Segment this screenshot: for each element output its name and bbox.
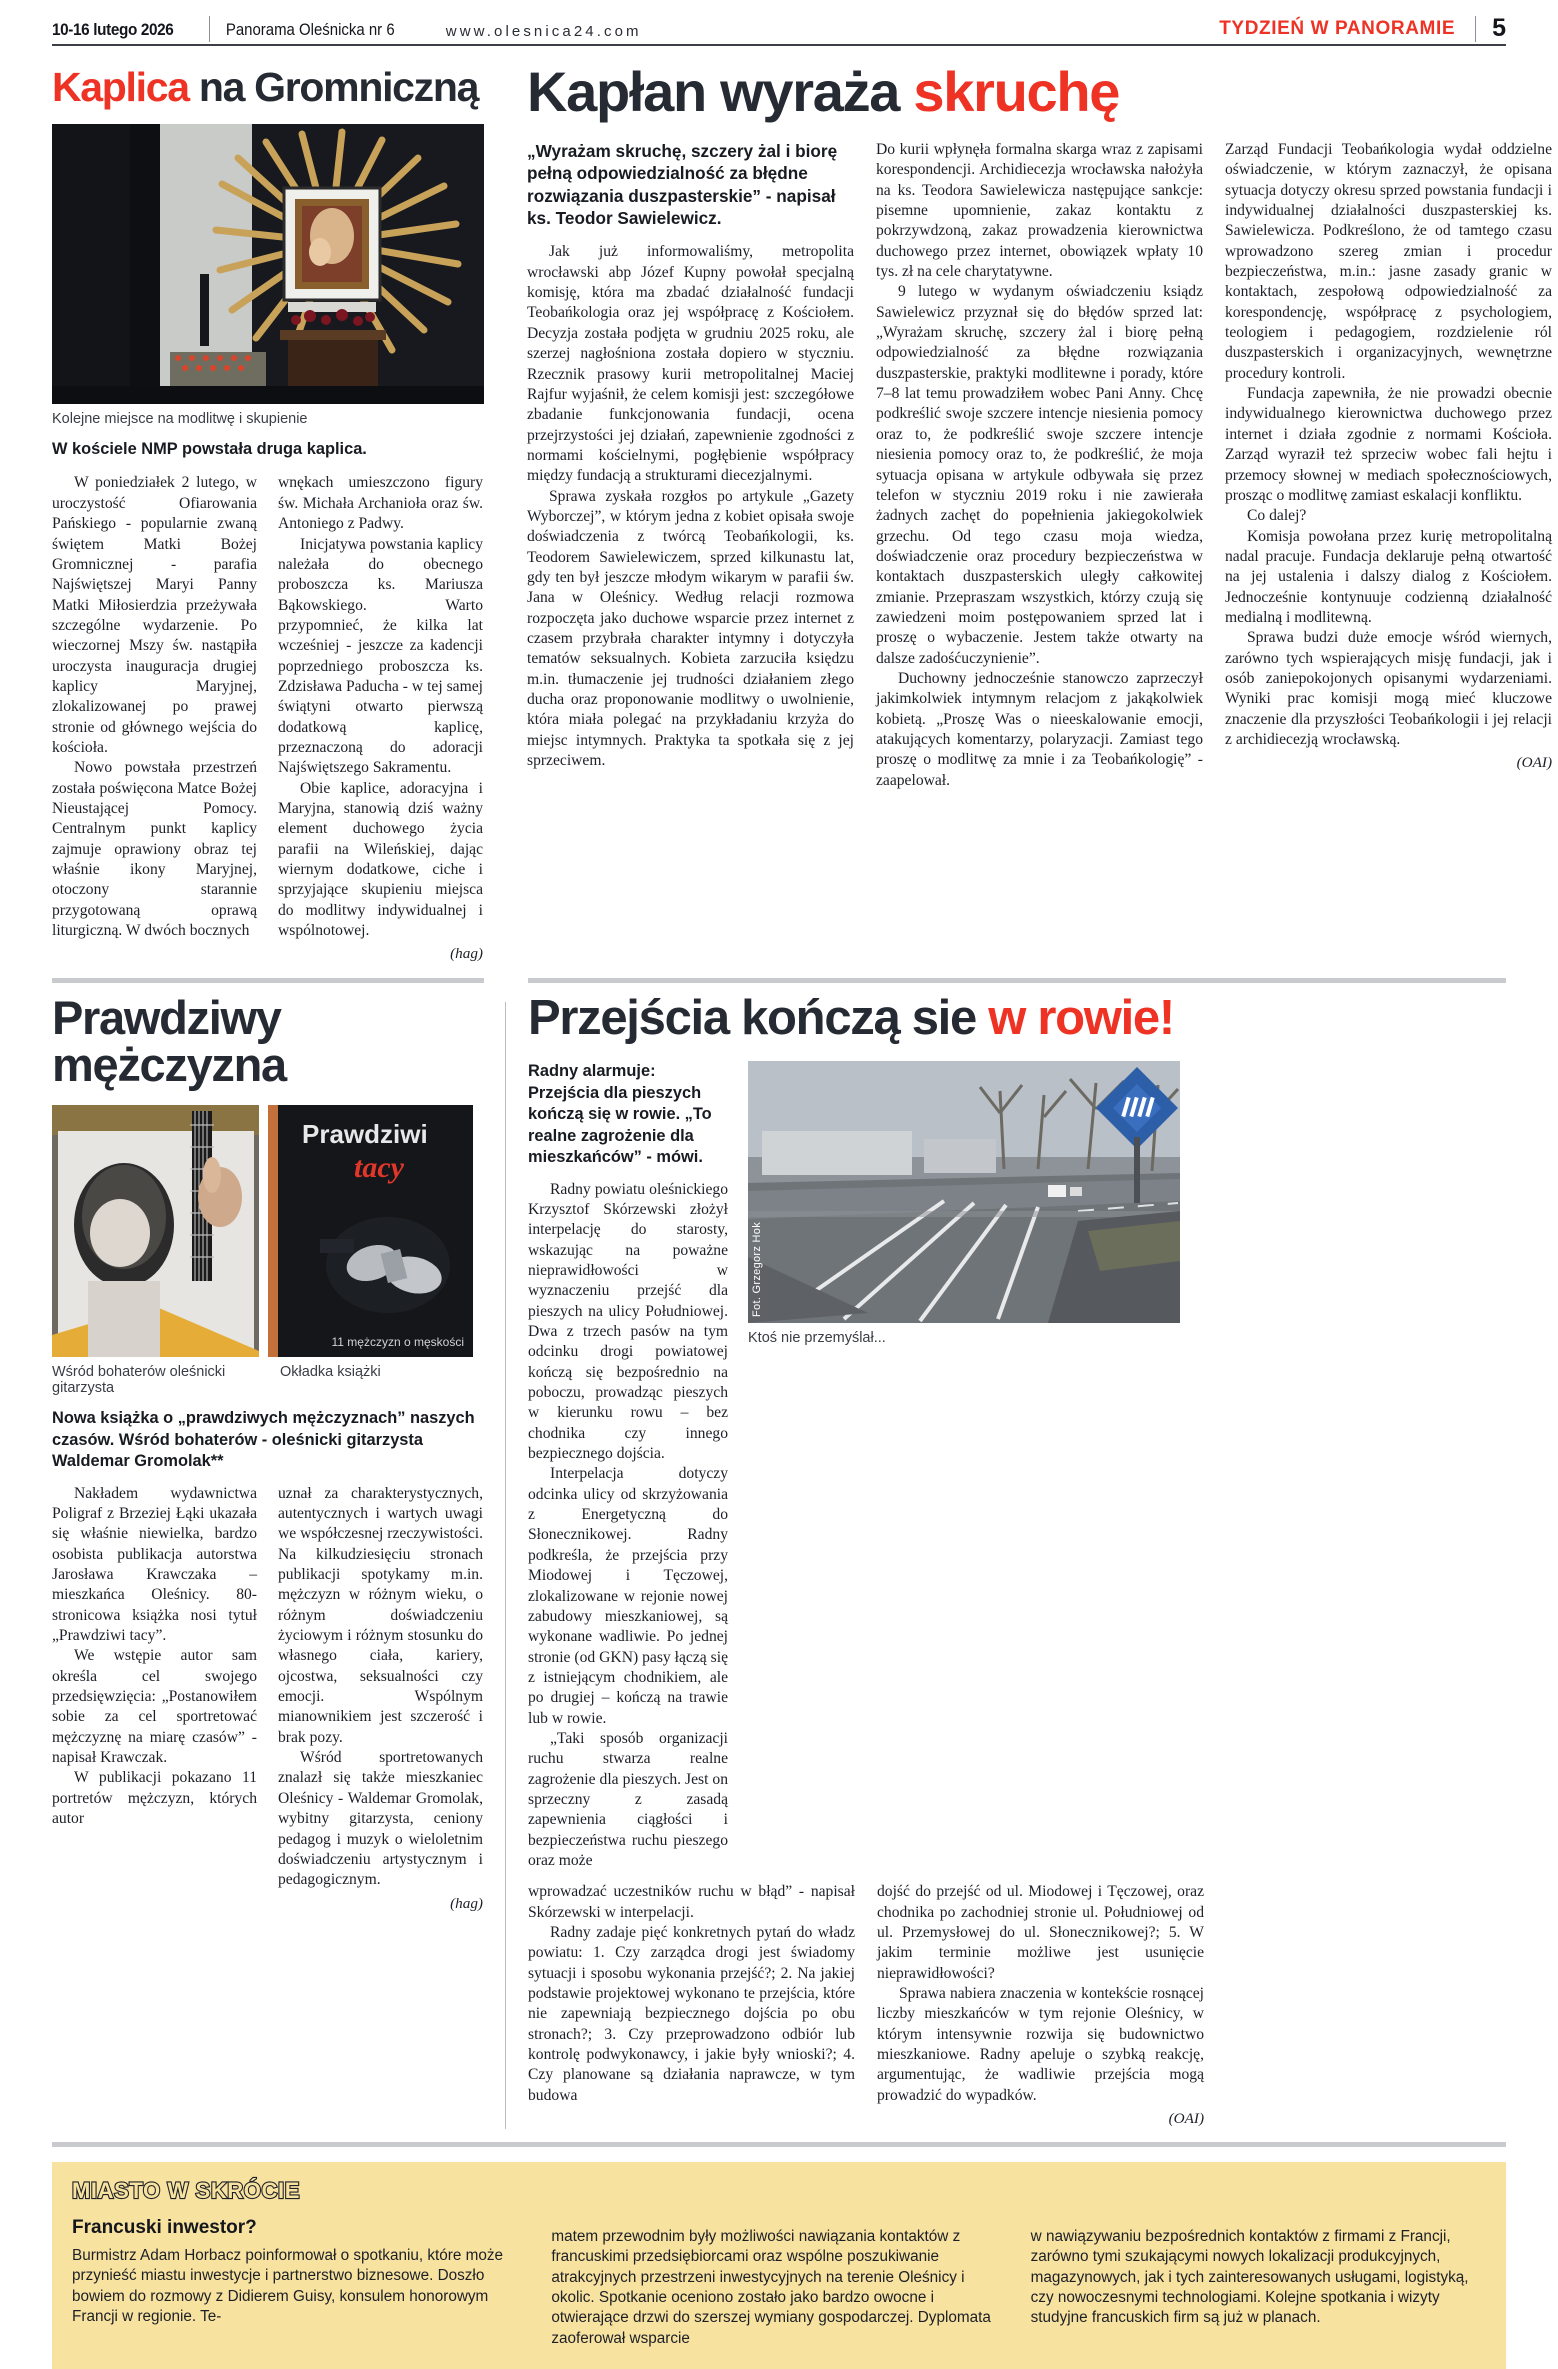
kaplan-headline bbox=[527, 60, 1552, 123]
top-section bbox=[52, 46, 1552, 964]
kaplica-headline bbox=[52, 64, 484, 110]
section-rule-2 bbox=[528, 978, 1506, 983]
masthead-date: 10-16 lutego 2026 bbox=[52, 20, 174, 39]
kaplan-lead: „Wyrażam skruchę, szczery żal i biorę pełną odpowiedzialność za błędne rozwiązania duszpasterskie” - napisał ks. Teodor Sawielewicz. bbox=[527, 141, 838, 229]
brief-column-3 bbox=[1031, 2178, 1486, 2349]
svg-text:tacy: tacy bbox=[354, 1151, 404, 1185]
prawdziwy-headline: Prawdziwy mężczyzna bbox=[52, 991, 286, 1092]
masthead bbox=[52, 0, 1506, 46]
book-cover-photo bbox=[268, 1105, 473, 1357]
kaplica-standfirst: W kościele NMP powstała druga kaplica. bbox=[52, 440, 367, 458]
kaplica-photo-caption: Kolejne miejsce na modlitwę i skupienie bbox=[52, 411, 308, 427]
kaplica-column-2 bbox=[278, 473, 483, 964]
paragraph: wnękach umieszczono figury św. Michała Archanioła oraz św. Antoniego z Padwy. bbox=[278, 474, 483, 533]
brief-column-2 bbox=[551, 2178, 1006, 2349]
paragraph: Zarząd Fundacji Teobańkologia wydał oddzielne oświadczenie, w którym zaznaczył, że opisana sytuacja dotyczy okresu sprzed powstania fundacji i indywidualnej działalności duszpasterskiej ks. Sawielewicza. Podkreślono, że od tamtego czasu wprowadzono szereg zmian i procedur bezpieczeństwa, m.in.: jasne zasady granic w kontaktach, zespołową odpowiedzialność za korespondencję, współpracę z psychologiem, teologiem i pedagogiem, rozdzielenie ról duszpasterskich i organizacyjnych, wewnętrzne procedury kontroli. bbox=[1225, 141, 1552, 382]
article-prawdziwy bbox=[52, 978, 484, 2129]
brief-title: Francuski inwestor? bbox=[72, 2216, 257, 2238]
prawdziwy-column-2 bbox=[278, 1484, 483, 1914]
paragraph: Fundacja zapewniła, że nie prowadzi obecnie indywidualnego kierownictwa duchowego przez internet i działa zgodnie z normami Kościoła. Zarząd wyraził też sprzeciw wobec fali hejtu i przemocy słownej w mediach społecznościowych, prosząc o modlitwę zamiast eskalacji konfliktu. bbox=[1225, 385, 1552, 504]
road-photo-caption: Ktoś nie przemyślał... bbox=[748, 1330, 886, 1347]
kaplan-column-1 bbox=[527, 140, 854, 791]
przejscia-intro-column bbox=[528, 1061, 728, 1871]
przejscia-headline-dark: Przejścia kończą sie bbox=[528, 991, 989, 1046]
przejscia-headline bbox=[528, 991, 1506, 1046]
road-photo-credit: Fot. Grzegorz Hok bbox=[751, 1222, 763, 1318]
prawdziwy-signature: (hag) bbox=[450, 1894, 483, 1912]
road-photo bbox=[748, 1061, 1180, 1323]
prawdziwy-standfirst: Nowa książka o „prawdziwych mężczyznach” naszych czasów. Wśród bohaterów - oleśnicki gitarzysta Waldemar Gromolak** bbox=[52, 1409, 475, 1471]
book-cover-caption: Okładka książki bbox=[280, 1364, 381, 1381]
paragraph: Interpelacja dotyczy odcinka ulicy od skrzyżowania z Energetyczną do Słonecznikowej. Radny podkreśla, że przejścia przy Miodowej i Tęczowej, zlokalizowane w rejonie nowej zabudowy mieszkaniowej, są wykonane wadliwie. Po jednej stronie (od GKN) pasy łączą się z istniejącym chodnikiem, ale po drugiej – kończą na trawie lub w rowie. bbox=[528, 1465, 728, 1727]
article-kaplica bbox=[52, 46, 484, 964]
paragraph: Komisja powołana przez kurię metropolitalną nadal pracuje. Fundacja deklaruje pełną otwartość na jej ustalenia i dalszy dialog z Kościołem. Jednocześnie kontynuuje codzienną działalność medialną i modlitewną. bbox=[1225, 527, 1552, 626]
prawdziwy-column-1 bbox=[52, 1484, 257, 1914]
svg-text:Prawdziwi: Prawdziwi bbox=[302, 1119, 428, 1150]
page-number: 5 bbox=[1492, 14, 1506, 42]
kaplica-headline-red: Kaplica bbox=[52, 64, 189, 110]
paragraph: Sprawa nabiera znaczenia w kontekście rosnącej liczby mieszkańców w tym rejonie Oleśnicy, w którym intensywnie rozwija się budownictwo mieszkaniowe. Radny apeluje o szybką reakcję, argumentując, że wadliwie przejścia mogą prowadzić do wypadków. bbox=[877, 1985, 1204, 2104]
middle-section bbox=[52, 978, 1506, 2129]
masthead-website-url[interactable]: www.olesnica24.com bbox=[445, 23, 642, 40]
kaplica-headline-rest: na Gromniczną bbox=[188, 64, 479, 110]
masthead-divider-2 bbox=[1475, 16, 1476, 42]
paragraph: „Taki sposób organizacji ruchu stwarza realne zagrożenie dla pieszych. Jest on sprzeczny z zasadą zapewnienia ciągłości i bezpieczeństwa ruchu pieszego oraz może bbox=[528, 1729, 728, 1869]
prawdziwy-photos bbox=[52, 1105, 484, 1357]
paragraph: Sprawa budzi duże emocje wśród wiernych, zarówno tych wspierających misję fundacji, jak i osób zaniepokojonych opisanymi wydarzeniami. Wyniki prac komisji mogą mieć kluczowe znaczenie dla przyszłości Teobańkologii i jej relacji z archidiecezją wrocławską. bbox=[1225, 629, 1552, 748]
przejscia-standfirst: Radny alarmuje: Przejścia dla pieszych kończą się w rowie. „To realne zagrożenie dla mieszkańców” - mówi. bbox=[528, 1062, 712, 1167]
paragraph: W poniedziałek 2 lutego, w uroczystość Ofiarowania Pańskiego - popularnie zwaną świętem Matki Bożej Gromnicznej - parafia Najświętszej Maryi Panny Matki Miłosierdzia przeżywała szczególne wydarzenie. Po wieczornej Mszy św. nastąpiła uroczysta inauguracja drugiej kaplicy Maryjnej, zlokalizowanej po prawej stronie od głównego wejścia do kościoła. bbox=[52, 474, 257, 756]
przejscia-headline-red: w rowie! bbox=[988, 991, 1174, 1046]
kaplica-photo-graphic bbox=[52, 124, 484, 404]
guitarist-photo-graphic bbox=[52, 1105, 259, 1357]
paragraph: Duchowny jednocześnie stanowczo zaprzeczył jakimkolwiek intymnym relacjom z jakąkolwiek kobietą. „Proszę Was o nieeskalowanie emocji, atakujących komentarzy, polaryzacji. Zamiast tego proszę o modlitwę za mnie i za Teobańkologię” - zaapelował. bbox=[876, 669, 1203, 789]
kaplan-headline-dark: Kapłan wyraża bbox=[527, 60, 914, 123]
brief-column-1 bbox=[72, 2178, 527, 2349]
prawdziwy-body bbox=[52, 1484, 484, 1914]
paragraph: Jak już informowaliśmy, metropolita wrocławski abp Józef Kupny powołał specjalną komisję, która ma zbadać działalność fundacji Teobańkologia oraz jej współpracę z Kościołem. Decyzja została podjęta w grudniu 2025 roku, ale szerzej nagłośniona została dopiero w styczniu. Rzecznik prasowy kurii metropolitalnej Maciej Rajfur wyjaśnił, że celem komisji jest: szczegółowe zbadanie funkcjonowania fundacji, ocena przejrzystości jej działań, zapewnienie zgodności z normami kościelnymi, pogłębienie współpracy między fundacją a strukturami diecezjalnymi. bbox=[527, 243, 854, 485]
paragraph: Co dalej? bbox=[1247, 507, 1307, 525]
paragraph: Inicjatywa powstania kaplicy należała do obecnego proboszcza ks. Mariusza Bąkowskiego. Warto przypomnieć, że kilka lat wcześniej - jeszcze za kadencji poprzedniego proboszcza ks. Zdzisława Paducha - w tej samej świątyni otwarto pierwszą dodatkową kaplicę, przeznaczoną do adoracji Najświętszego Sakramentu. bbox=[278, 535, 483, 777]
guitarist-photo bbox=[52, 1105, 259, 1357]
paragraph: uznał za charakterystycznych, autentycznych i wartych uwagi we współczesnej rzeczywistości. Na kilkudziesięciu stronach publikacji spotykamy m.in. mężczyzn w różnym wieku, o różnym doświadczeniu życiowym i różnym stosunku do własnego ciała, kariery, ojcostwa, seksualności czy emocji. Wspólnym mianownikiem jest szczerość i brak pozy. bbox=[278, 1484, 483, 1746]
brief-top-rule bbox=[52, 2142, 1506, 2147]
brief-paragraph-1: Burmistrz Adam Horbacz poinformował o spotkaniu, które może przynieść miastu inwestycje i partnerstwo biznesowe. Doszło bowiem do rozmowy z Didierem Guisy, konsulem honorowym Francji w regionie. Te- bbox=[72, 2246, 504, 2325]
brief-paragraph-3: w nawiązywaniu bezpośrednich kontaktów z firmami z Francji, zarówno tymi szukającymi nowych lokalizacji produkcyjnych, magazynowych, jak i tych zainteresowanych usługami, logistyką, czy nowoczesnymi technologiami. Kolejne spotkania i wizyty studyjne francuskich firm są już w planach. bbox=[1030, 2227, 1469, 2327]
kaplica-photo bbox=[52, 124, 484, 404]
paragraph: Obie kaplice, adoracyjna i Maryjna, stanowią dziś ważny element duchowego życia parafii na Wileńskiej, dając wiernym dodatkowe, ciche i sprzyjające skupieniu miejsca do modlitwy indywidualnej i wspólnotowej. bbox=[278, 779, 483, 940]
brief-section-tag: MIASTO W SKRÓCIE bbox=[72, 2177, 300, 2203]
kaplan-column-3 bbox=[1225, 140, 1552, 791]
przejscia-signature: (OAI) bbox=[1168, 2110, 1204, 2128]
paragraph: 9 lutego w wydanym oświadczeniu ksiądz Sawielewicz przyznał się do błędów sprzed lat: „Wyrażam skruchę, szczery żal i biorę pełną odpowiedzialność za błędne rozwiązania duszpasterskie, praktyki modlitewne i porady, które 7–8 lat temu prowadziłem wobec Pani Anny. Chcę podkreślić swoje szczere intencje niesienia pomocy oraz to, że podkreślić swoje szczere intencje niesienia pomocy oraz to, że podkreślić, że moja sytuacja opisana w artykule odbywała się przez telefon w styczniu 2019 roku i nie zawierała żadnych zachęt do popełnienia jakiegokolwiek grzechu. Od tego czasu moja wiedza, doświadczenie oraz procedury bezpieczeństwa w kontaktach duszpasterskich uległy całkowitej zmianie. Przepraszam wszystkich, którzy czują się zawiedzeni moim postępowaniem sprzed lat i proszę o wybaczenie. Jestem także otwarty na dalsze zadośćuczynienie”. bbox=[876, 283, 1203, 667]
kaplica-signature: (hag) bbox=[450, 945, 483, 963]
paragraph: Radny zadaje pięć konkretnych pytań do władz powiatu: 1. Czy zarządca drogi jest świadomy sytuacji i sposobu wykonania przejść?; 2. Na jakiej podstawie projektowej wykonano te przejścia, które nie zapewniają bezpiecznego dojścia po obu stronach?; 3. Czy przeprowadzono odbiór lub kontrolę podwykonawcy, i jakie były wnioski?; 4. Czy planowane są działania naprawcze, w tym budowa bbox=[528, 1924, 855, 2104]
brief-box bbox=[52, 2162, 1506, 2369]
paragraph: Wśród sportretowanych znalazł się także mieszkaniec Oleśnicy - Waldemar Gromolak, wybitny gitarzysta, ceniony pedagog i muzyk o wieloletnim doświadczeniu artystycznym i pedagogicznym. bbox=[278, 1749, 483, 1889]
kaplica-column-1 bbox=[52, 473, 257, 964]
guitarist-photo-caption: Wśród bohaterów oleśnicki gitarzysta bbox=[52, 1364, 226, 1397]
przejscia-column-3 bbox=[877, 1882, 1204, 2129]
road-photo-graphic bbox=[748, 1061, 1180, 1323]
article-przejscia bbox=[528, 978, 1506, 2129]
paragraph: Do kurii wpłynęła formalna skarga wraz z zapisami korespondencji. Archidiecezja wrocławska nałożyła na ks. Teodora Sawielewicza następujące sankcje: pisemne upomnienie, zakaz kontaktu z pokrzywdzoną, zakaz prowadzenia kierownictwa duchowego przez internet, obowiązek wpłaty 10 tys. zł na cele charytatywne. bbox=[876, 141, 1203, 281]
book-cover-note: 11 mężczyzn o męskości bbox=[331, 1335, 464, 1350]
section-rule bbox=[52, 978, 484, 983]
przejscia-lower-body bbox=[528, 1882, 1506, 2129]
paragraph: We wstępie autor sam określa cel swojego przedsięwzięcia: „Postanowiłem sobie za cel sportretować mężczyznę na miarę czasów” - napisał Krawczak. bbox=[52, 1647, 257, 1767]
kaplan-body bbox=[527, 140, 1552, 791]
masthead-section-label: TYDZIEŃ W PANORAMIE bbox=[1219, 18, 1456, 39]
paragraph: dojść do przejść od ul. Miodowej i Tęczowej, oraz chodnika po zachodniej stronie ul. Południowej od ul. Przemysłowej do ul. Słonecznikowej?; 5. W jakim terminie możliwe jest usunięcie nieprawidłowości? bbox=[877, 1883, 1204, 1982]
kaplica-body bbox=[52, 473, 484, 964]
przejscia-top-row bbox=[528, 1061, 1506, 1871]
przejscia-column-2 bbox=[528, 1882, 855, 2129]
kaplan-headline-red: skruchę bbox=[913, 60, 1120, 123]
paragraph: Radny powiatu oleśnickiego Krzysztof Skórzewski złożył interpelację do starosty, wskazując na poważne nieprawidłowości w wyznaczeniu przejść dla pieszych na ulicy Południowej. Dwa z trzech pasów na tym odcinku drogi powiatowej kończą się bezpośrednio na poboczu, prowadząc pieszych w kierunku rowu – bez chodnika czy innego bezpiecznego dojścia. bbox=[528, 1180, 728, 1463]
paragraph: Nakładem wydawnictwa Poligraf z Brzeziej Łąki ukazała się właśnie niewielka, bardzo osobista publikacja autorstwa Jarosława Krawczaka – mieszkańca Oleśnicy. 80-stronicowa książka nosi tytuł „Prawdziwi tacy”. bbox=[52, 1484, 257, 1645]
paragraph: W publikacji pokazano 11 portretów mężczyzn, których autor bbox=[52, 1769, 257, 1828]
book-cover-graphic bbox=[268, 1105, 473, 1357]
kaplan-signature: (OAI) bbox=[1516, 754, 1552, 772]
masthead-paper-name: Panorama Oleśnicka nr 6 bbox=[225, 20, 395, 39]
brief-paragraph-2: matem przewodnim były możliwości nawiązania kontaktów z francuskimi przedsiębiorcami oraz wspólne poszukiwanie atrakcyjnych przestrzeni inwestycyjnych na terenie Oleśnicy i okolic. Spotkanie oceniono zostało jako bardzo owocne i otwierające drzwi do szerszej wymiany gospodarczej. Dyplomata zaoferował wsparcie bbox=[551, 2227, 991, 2347]
paragraph: Sprawa zyskała rozgłos po artykule „Gazety Wyborczej”, w którym jedna z kobiet opisała swoje doświadczenia z twórcą Teobańkologii, ks. Teodorem Sawielewiczem, sprzed kilkunastu lat, gdy ten był jeszcze młodym wikarym w parafii św. Jana w Oleśnicy. Według relacji rozmowa rozpoczęta jako duchowe wsparcie przez internet z czasem przybrała charakter intymny i dotyczyła tematów seksualnych. Kobieta zarzuciła księdzu m.in. tłumaczenie jej trudności działaniem złego ducha oraz proponowanie modlitwy o uwolnienie, która miała polegać na przykładaniu krzyża do miejsc intymnych. Praktyka ta spotkała się z jej sprzeciwem. bbox=[527, 487, 854, 770]
column-divider-2 bbox=[505, 1002, 506, 2129]
article-kaplan bbox=[527, 46, 1552, 964]
paragraph: Nowo powstała przestrzeń została poświęcona Matce Bożej Nieustającej Pomocy. Centralnym punkt kaplicy zajmuje oprawiony obraz tej właśnie ikony Maryjnej, otoczony starannie przygotowaną oprawą liturgiczną. W dwóch bocznych bbox=[52, 759, 257, 940]
paragraph: wprowadzać uczestników ruchu w błąd” - napisał Skórzewski w interpelacji. bbox=[528, 1883, 855, 1921]
kaplan-column-2 bbox=[876, 140, 1203, 791]
